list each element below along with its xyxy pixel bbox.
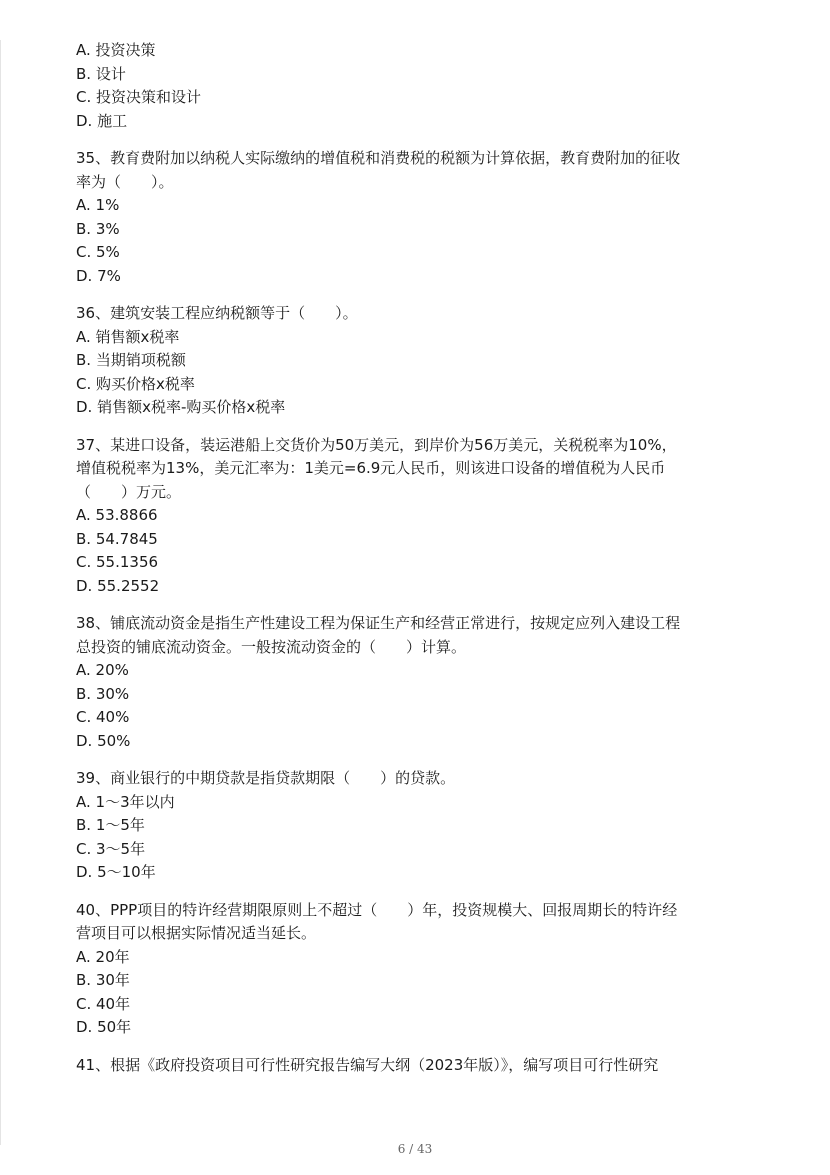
option-c: C. 5% (76, 243, 120, 261)
option-b: B. 3% (76, 219, 120, 238)
question-stem-line: （ ）万元。 (76, 482, 182, 501)
question-35 (76, 147, 756, 194)
question-36 (76, 302, 756, 326)
option-d: D. 销售额x税率-购买价格x税率 (76, 398, 286, 416)
option-b: B. 1～5年 (76, 816, 145, 834)
question-stem-line: 增值税税率为13%，美元汇率为：1美元=6.9元人民币，则该进口设备的增值税为人民币 (76, 459, 666, 477)
option-a: A. 投资决策 (76, 41, 156, 59)
option-c: C. 40年 (76, 994, 131, 1013)
question-39 (76, 767, 756, 791)
option-b: B. 设计 (76, 64, 126, 83)
option-d: D. 5～10年 (76, 863, 156, 881)
question-stem-line: 39、商业银行的中期贷款是指贷款期限（ ）的贷款。 (76, 769, 456, 787)
option-d: D. 55.2552 (76, 576, 160, 595)
question-41 (76, 1054, 756, 1078)
option-c: C. 40% (76, 708, 130, 726)
option-d: D. 7% (76, 266, 121, 285)
document-content (76, 39, 756, 1077)
option-b: B. 当期销项税额 (76, 351, 186, 369)
option-d: D. 50% (76, 731, 131, 750)
option-a: A. 1～3年以内 (76, 792, 175, 811)
option-a: A. 20% (76, 661, 129, 679)
option-c: C. 投资决策和设计 (76, 88, 202, 106)
page-left-border (0, 40, 1, 1145)
question-stem-line: 35、教育费附加以纳税人实际缴纳的增值税和消费税的税额为计算依据，教育费附加的征收 (76, 149, 681, 167)
question-stem-line: 37、某进口设备，装运港船上交货价为50万美元，到岸价为56万美元，关税税率为10%， (76, 435, 677, 454)
option-d: D. 50年 (76, 1018, 132, 1036)
question-38 (76, 612, 756, 659)
option-a: A. 20年 (76, 947, 130, 966)
option-b: B. 30年 (76, 971, 130, 989)
option-c: C. 3～5年 (76, 839, 146, 858)
option-c: C. 购买价格x税率 (76, 374, 195, 393)
question-stem-line: 营项目可以根据实际情况适当延长。 (76, 924, 317, 942)
question-stem-line: 率为（ ）。 (76, 172, 174, 191)
option-a: A. 销售额x税率 (76, 327, 180, 346)
option-a: A. 1% (76, 196, 120, 214)
question-37 (76, 434, 756, 505)
lead-options (76, 39, 756, 133)
option-c: C. 55.1356 (76, 553, 159, 571)
question-stem-line: 36、建筑安装工程应纳税额等于（ ）。 (76, 304, 358, 322)
option-a: A. 53.8866 (76, 506, 158, 524)
question-stem-line: 总投资的铺底流动资金。一般按流动资金的（ ）计算。 (76, 637, 467, 656)
option-b: B. 30% (76, 684, 130, 703)
question-stem-line: 41、根据《政府投资项目可行性研究报告编写大纲（2023年版）》，编写项目可行性研究 (76, 1055, 659, 1074)
page-indicator: 6 / 43 (397, 1142, 433, 1156)
option-d: D. 施工 (76, 111, 128, 130)
question-40 (76, 899, 756, 946)
question-stem-line: 40、PPP项目的特许经营期限原则上不超过（ ）年，投资规模大、回报周期长的特许经 (76, 900, 678, 919)
option-b: B. 54.7845 (76, 529, 158, 548)
question-stem-line: 38、铺底流动资金是指生产性建设工程为保证生产和经营正常进行，按规定应列入建设工程 (76, 614, 681, 632)
